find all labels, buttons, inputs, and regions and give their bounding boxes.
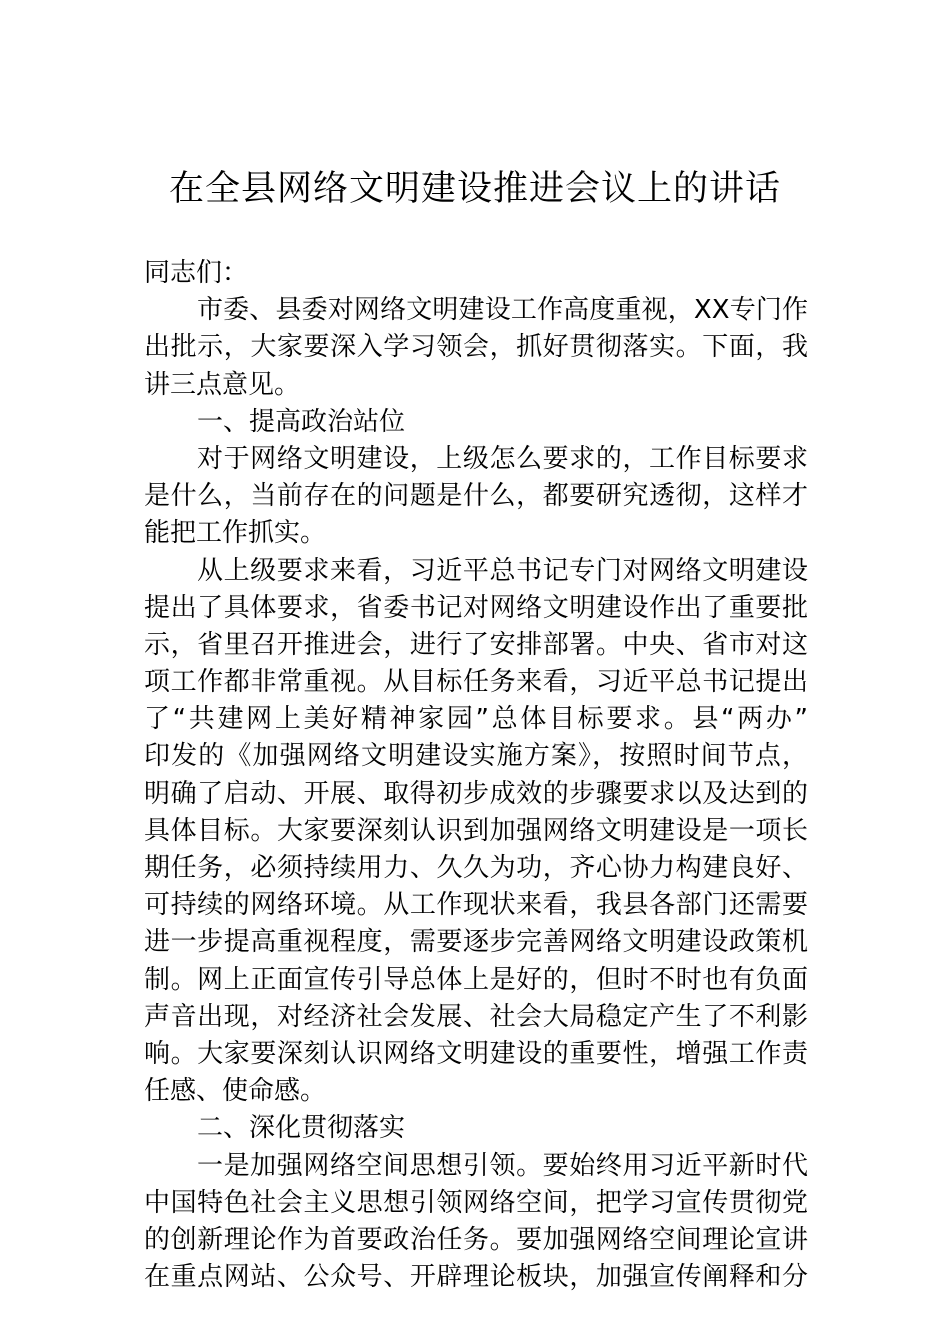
text-line: 进一步提高重视程度，需要逐步完善网络文明建设政策机	[144, 927, 808, 958]
text-line: 出批示，大家要深入学习领会，抓好贯彻落实。下面，我	[144, 332, 808, 363]
text-line: 示，省里召开推进会，进行了安排部署。中央、省市对这	[144, 629, 808, 660]
text-line: 在重点网站、公众号、开辟理论板块，加强宣传阐释和分	[144, 1262, 808, 1293]
text-line: 了“共建网上美好精神家园”总体目标要求。县“两办”	[144, 704, 808, 735]
text-line: 声音出现，对经济社会发展、社会大局稳定产生了不利影	[144, 1001, 808, 1032]
text-line: 能把工作抓实。	[144, 518, 327, 549]
text-line: 可持续的网络环境。从工作现状来看，我县各部门还需要	[144, 890, 808, 921]
text-line: 明确了启动、开展、取得初步成效的步骤要求以及达到的	[144, 778, 808, 809]
text-line: 市委、县委对网络文明建设工作高度重视，XX专门作	[197, 295, 808, 326]
document-body	[144, 255, 808, 1296]
text-line: 期任务，必须持续用力、久久为功，齐心协力构建良好、	[144, 853, 808, 883]
text-line: 提出了具体要求，省委书记对网络文明建设作出了重要批	[144, 592, 808, 623]
text-line: 二、深化贯彻落实	[197, 1113, 406, 1144]
text-line: 任感、使命感。	[144, 1076, 327, 1107]
text-line: 制。网上正面宣传引导总体上是好的，但时不时也有负面	[144, 964, 808, 995]
text-line: 是什么，当前存在的问题是什么，都要研究透彻，这样才	[144, 481, 808, 512]
text-line: 同志们：	[144, 258, 249, 288]
text-line: 的创新理论作为首要政治任务。要加强网络空间理论宣讲	[144, 1224, 808, 1255]
text-line: 项工作都非常重视。从目标任务来看，习近平总书记提出	[144, 667, 808, 698]
text-line: 响。大家要深刻认识网络文明建设的重要性，增强工作责	[144, 1038, 808, 1069]
text-line: 从上级要求来看，习近平总书记专门对网络文明建设	[197, 555, 808, 586]
text-line: 中国特色社会主义思想引领网络空间，把学习宣传贯彻党	[144, 1187, 808, 1218]
document-title: 在全县网络文明建设推进会议上的讲话	[168, 169, 781, 209]
text-line: 对于网络文明建设，上级怎么要求的，工作目标要求	[197, 443, 808, 474]
text-line: 讲三点意见。	[144, 369, 301, 400]
text-line: 一是加强网络空间思想引领。要始终用习近平新时代	[197, 1150, 808, 1181]
text-line: 一、提高政治站位	[197, 406, 406, 437]
text-line: 印发的《加强网络文明建设实施方案》，按照时间节点，	[144, 741, 808, 772]
text-line: 具体目标。大家要深刻认识到加强网络文明建设是一项长	[144, 815, 808, 846]
